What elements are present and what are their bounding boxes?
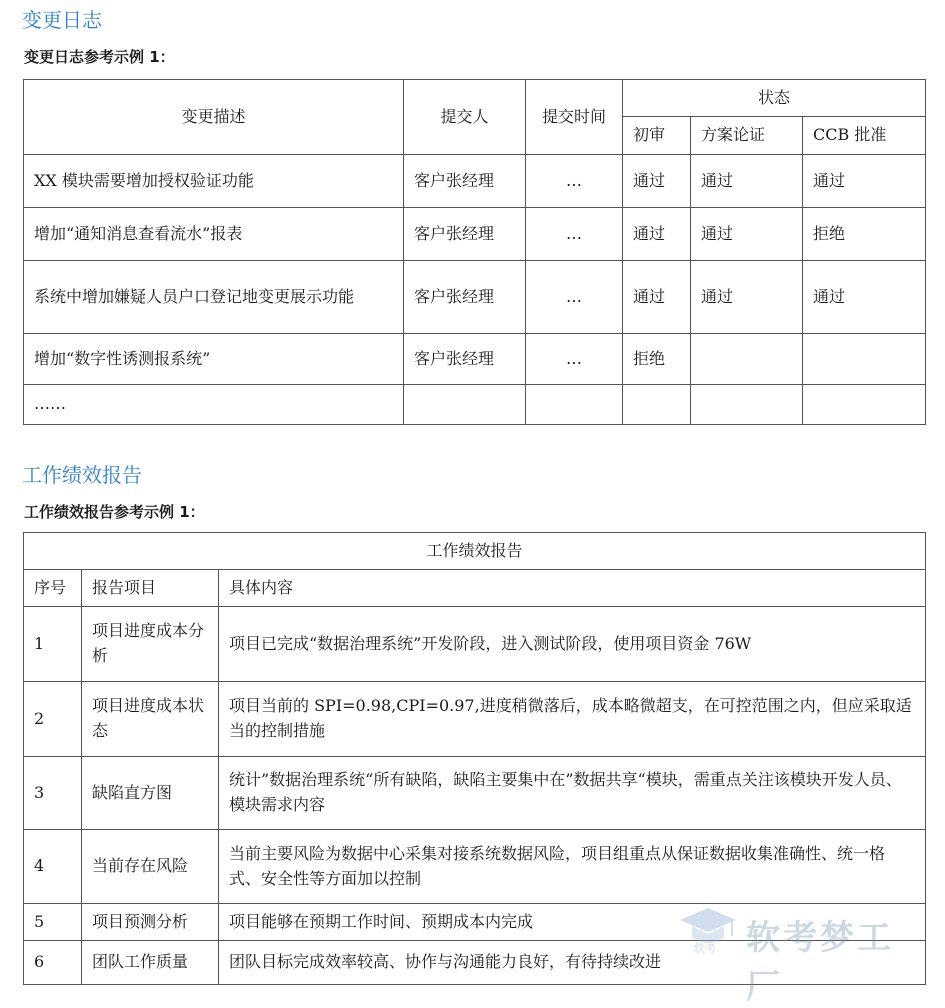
row-desc: XX 模块需要增加授权验证功能 [24,155,404,208]
row-content: 项目能够在预期工作时间、预期成本内完成 [219,904,926,941]
row-time: … [526,208,623,261]
header-initial: 初审 [623,117,691,155]
row-initial: 通过 [623,261,691,334]
row-initial: 拒绝 [623,334,691,385]
row-proposal: 通过 [691,208,803,261]
row-item: 项目进度成本状态 [82,682,219,757]
row-proposal: 通过 [691,155,803,208]
change-log-heading: 变更日志 [22,8,102,32]
row-no: 4 [24,830,82,904]
performance-table [23,532,926,985]
performance-subheading: 工作绩效报告参考示例 1： [24,503,205,521]
row-item: 当前存在风险 [82,830,219,904]
row-no: 3 [24,757,82,830]
row-content: 项目当前的 SPI=0.98,CPI=0.97,进度稍微落后，成本略微超支，在可控范围之内，但应采取适当的控制措施 [219,682,926,757]
watermark-small-text: 软考 [694,942,716,955]
row-submitter: 客户张经理 [404,261,526,334]
change-log-subheading: 变更日志参考示例 1： [24,48,175,66]
row-no: 5 [24,904,82,941]
row-time: … [526,155,623,208]
row-initial [623,385,691,425]
row-desc: …… [24,385,404,425]
row-submitter: 客户张经理 [404,155,526,208]
row-content: 当前主要风险为数据中心采集对接系统数据风险，项目组重点从保证数据收集准确性、统一格式、安全性等方面加以控制 [219,830,926,904]
table-row [24,208,926,261]
row-proposal [691,334,803,385]
row-content: 团队目标完成效率较高、协作与沟通能力良好，有待持续改进 [219,941,926,985]
table-row [24,334,926,385]
header-content: 具体内容 [219,570,926,607]
row-no: 6 [24,941,82,985]
row-submitter: 客户张经理 [404,334,526,385]
watermark-text: 软考梦工厂 [746,918,894,1007]
row-content: 项目已完成“数据治理系统”开发阶段，进入测试阶段，使用项目资金 76W [219,607,926,682]
table-row [24,385,926,425]
table-row [24,682,926,757]
row-proposal [691,385,803,425]
row-item: 项目预测分析 [82,904,219,941]
table-row [24,904,926,941]
table-row [24,261,926,334]
row-time [526,385,623,425]
table-row [24,757,926,830]
header-submitter: 提交人 [404,80,526,155]
table-row [24,941,926,985]
row-ccb: 拒绝 [803,208,926,261]
row-desc: 增加“数字性诱测报系统” [24,334,404,385]
header-status: 状态 [623,80,926,117]
table-row [24,830,926,904]
change-log-table [23,79,926,425]
table-row [24,607,926,682]
row-desc: 增加“通知消息查看流水”报表 [24,208,404,261]
row-proposal: 通过 [691,261,803,334]
header-item: 报告项目 [82,570,219,607]
row-time: … [526,334,623,385]
header-desc: 变更描述 [24,80,404,155]
row-no: 2 [24,682,82,757]
row-submitter [404,385,526,425]
row-ccb: 通过 [803,261,926,334]
performance-heading: 工作绩效报告 [22,463,142,487]
row-item: 缺陷直方图 [82,757,219,830]
row-item: 项目进度成本分析 [82,607,219,682]
table-row [24,155,926,208]
header-ccb: CCB 批准 [803,117,926,155]
row-desc: 系统中增加嫌疑人员户口登记地变更展示功能 [24,261,404,334]
row-time: … [526,261,623,334]
row-ccb: 通过 [803,155,926,208]
row-initial: 通过 [623,155,691,208]
row-initial: 通过 [623,208,691,261]
row-item: 团队工作质量 [82,941,219,985]
row-no: 1 [24,607,82,682]
row-ccb [803,334,926,385]
performance-table-title: 工作绩效报告 [24,533,926,570]
header-proposal: 方案论证 [691,117,803,155]
row-ccb [803,385,926,425]
row-content: 统计”数据治理系统“所有缺陷，缺陷主要集中在”数据共享“模块，需重点关注该模块开发人员、模块需求内容 [219,757,926,830]
row-submitter: 客户张经理 [404,208,526,261]
header-time: 提交时间 [526,80,623,155]
header-no: 序号 [24,570,82,607]
